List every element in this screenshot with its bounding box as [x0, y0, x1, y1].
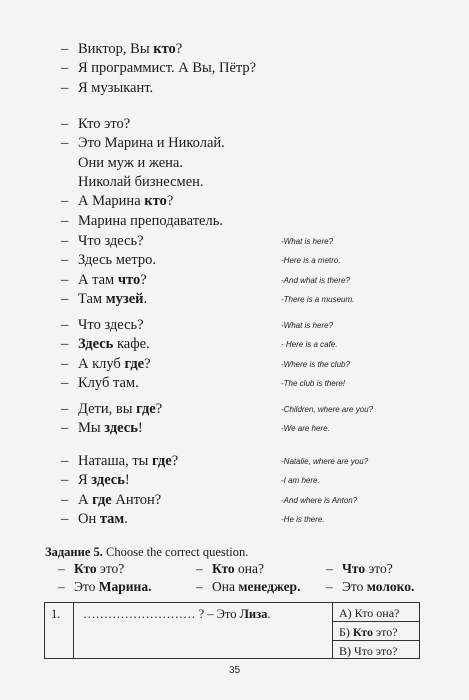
table-answer-option: В) Что это? [339, 644, 398, 658]
dialogue-line: А Марина кто? [78, 193, 174, 210]
option-dash: – [58, 579, 65, 594]
dialogue-line: Они муж и жена. [78, 154, 183, 171]
dialogue-dash: – [61, 491, 69, 508]
dialogue-line: Кто это? [78, 116, 131, 132]
dialogue-dash: – [61, 355, 69, 372]
exercise-table [44, 602, 420, 659]
dialogue-dash: – [61, 336, 69, 353]
dialogue-dash: – [61, 212, 69, 229]
dialogue-line: Здесь метро. [78, 252, 157, 269]
translation-line: -Children, where are you? [281, 405, 374, 414]
option-question: Кто это? [74, 561, 125, 576]
table-row-divider [332, 621, 419, 622]
dialogue-dash: – [61, 290, 69, 307]
option-answer: Это молоко. [342, 579, 415, 594]
dialogue-line: А там что? [78, 271, 147, 288]
table-question: ……………………… ? – Это Лиза. [83, 607, 271, 621]
option-dash: – [196, 561, 203, 576]
translation-line: -Natalie, where are you? [281, 457, 369, 466]
translation-line: -We are here. [281, 424, 330, 434]
table-answer-option: Б) Кто это? [339, 625, 398, 639]
dialogue-dash: – [61, 271, 69, 288]
dialogue-line: Он там. [78, 510, 128, 527]
dialogue-dash: – [61, 116, 69, 132]
dialogue-line: А клуб где? [78, 355, 151, 372]
option-question: Что это? [342, 561, 393, 576]
dialogue-dash: – [61, 60, 69, 77]
option-question: Кто она? [212, 561, 264, 576]
dialogue-line: Там музей. [78, 290, 148, 307]
table-row-number: 1. [51, 607, 61, 621]
translation-line: -He is there. [281, 514, 325, 524]
option-answer: Она менеджер. [212, 579, 301, 594]
dialogue-dash: – [61, 420, 69, 437]
dialogue-line: Мы здесь! [78, 420, 143, 437]
dialogue-dash: – [61, 374, 69, 391]
translation-line: -I am here. [281, 476, 320, 486]
dialogue-line: Я программист. А Вы, Пётр? [78, 60, 257, 77]
dialogue-dash: – [61, 193, 69, 210]
translation-line: -Here is a metro. [281, 256, 341, 266]
dialogue-dash: – [61, 233, 69, 249]
dialogue-line: Что здесь? [78, 233, 144, 249]
translation-line: -What is here? [281, 237, 334, 246]
table-row-divider [332, 640, 419, 641]
translation-line: -And where is Anton? [281, 495, 358, 505]
dialogue-dash: – [61, 135, 69, 152]
dialogue-dash: – [61, 401, 69, 417]
dialogue-dash: – [61, 41, 69, 57]
dialogue-line: Клуб там. [78, 374, 139, 391]
dialogue-line: Что здесь? [78, 317, 144, 333]
translation-line: -What is here? [281, 321, 334, 330]
option-answer: Это Марина. [74, 579, 152, 594]
dialogue-line: Я музыкант. [78, 79, 154, 96]
dialogue-line: Виктор, Вы кто? [78, 41, 183, 57]
option-dash: – [326, 579, 333, 594]
option-dash: – [196, 579, 203, 594]
translation-line: -There is a museum. [281, 294, 355, 304]
dialogue-line: Дети, вы где? [78, 401, 163, 417]
dialogue-line: Я здесь! [78, 472, 130, 489]
translation-line: -And what is there? [281, 275, 350, 285]
dialogue-dash: – [61, 317, 69, 333]
dialogue-line: Марина преподаватель. [78, 212, 223, 229]
table-answer-option: А) Кто она? [339, 606, 400, 620]
dialogue-dash: – [61, 510, 69, 527]
translation-line: -The club is there! [281, 378, 346, 388]
option-dash: – [58, 561, 65, 576]
dialogue-line: Это Марина и Николай. [78, 135, 225, 152]
option-dash: – [326, 561, 333, 576]
translation-line: -Where is the club? [281, 359, 350, 369]
page-number: 35 [228, 665, 241, 676]
dialogue-dash: – [61, 453, 69, 469]
dialogue-line: Николай бизнесмен. [78, 173, 204, 190]
dialogue-line: Наташа, ты где? [78, 453, 179, 469]
task-title: Задание 5. Choose the correct question. [45, 545, 249, 559]
translation-line: - Here is a cafe. [281, 340, 338, 350]
dialogue-dash: – [61, 79, 69, 96]
dialogue-dash: – [61, 252, 69, 269]
dialogue-line: Здесь кафе. [78, 336, 150, 353]
dialogue-dash: – [61, 472, 69, 489]
dialogue-line: А где Антон? [78, 491, 162, 508]
